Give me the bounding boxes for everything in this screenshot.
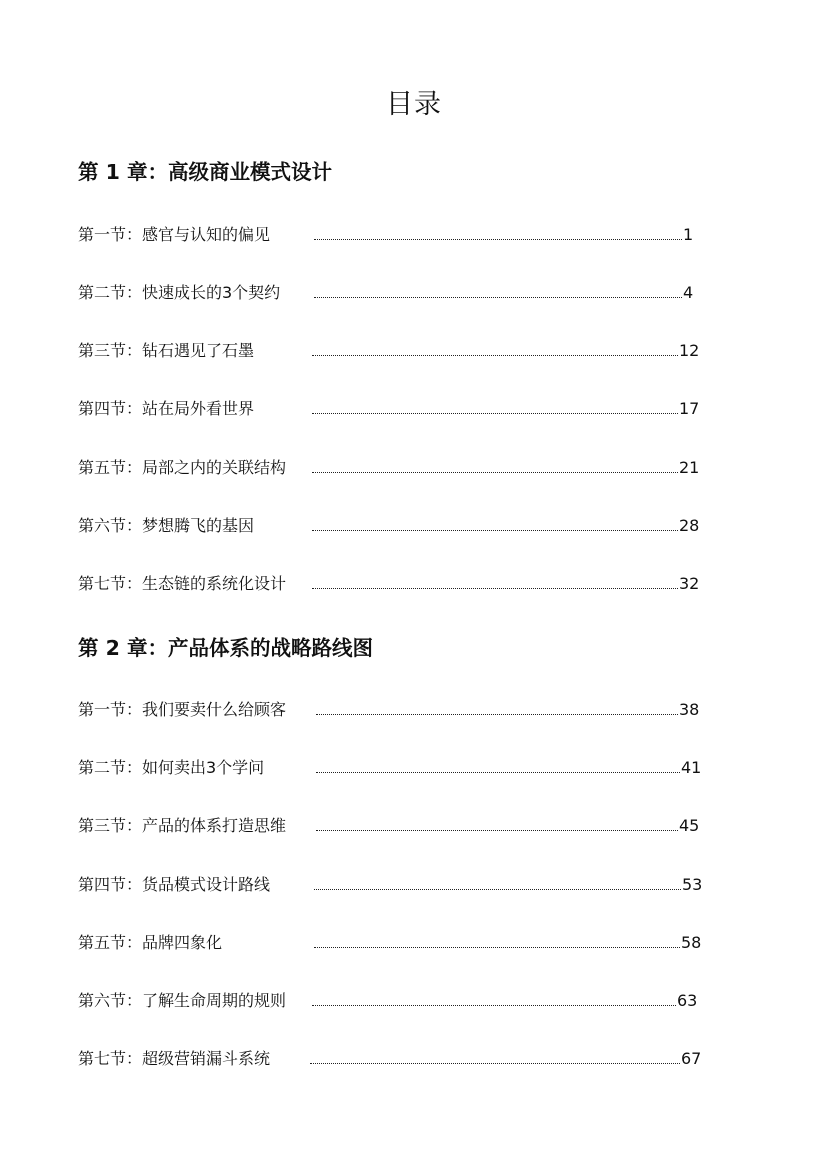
chapter-2-heading: 第 2 章：产品体系的战略路线图 xyxy=(78,636,374,660)
entry-label: 第一节：感官与认知的偏见 xyxy=(78,225,271,244)
toc-entry-ch2-s6[interactable] xyxy=(78,989,702,1013)
entry-label: 第五节：品牌四象化 xyxy=(78,933,223,952)
dot-leader xyxy=(316,830,678,831)
dot-leader xyxy=(312,472,678,473)
entry-page-number: 21 xyxy=(679,458,700,477)
dot-leader xyxy=(316,714,678,715)
dot-leader xyxy=(310,1063,680,1064)
toc-entry-ch2-s2[interactable] xyxy=(78,756,702,780)
dot-leader xyxy=(312,413,678,414)
dot-leader xyxy=(316,772,680,773)
dot-leader xyxy=(312,530,678,531)
toc-entry-ch2-s7[interactable] xyxy=(78,1047,702,1071)
entry-page-number: 63 xyxy=(677,991,698,1010)
entry-page-number: 38 xyxy=(679,700,700,719)
toc-title: 目录 xyxy=(386,89,442,120)
toc-entry-ch2-s4[interactable] xyxy=(78,873,702,897)
toc-entry-ch2-s5[interactable] xyxy=(78,931,702,955)
entry-label: 第一节：我们要卖什么给顾客 xyxy=(78,700,287,719)
entry-page-number: 17 xyxy=(679,399,700,418)
toc-entry-ch2-s3[interactable] xyxy=(78,814,702,838)
toc-entry-ch2-s1[interactable] xyxy=(78,698,702,722)
entry-label: 第三节：钻石遇见了石墨 xyxy=(78,341,255,360)
toc-entry-ch1-s6[interactable] xyxy=(78,514,702,538)
entry-page-number: 67 xyxy=(681,1049,702,1068)
dot-leader xyxy=(314,239,682,240)
entry-page-number: 28 xyxy=(679,516,700,535)
entry-label: 第七节：超级营销漏斗系统 xyxy=(78,1049,271,1068)
entry-page-number: 1 xyxy=(683,225,694,244)
entry-label: 第六节：了解生命周期的规则 xyxy=(78,991,287,1010)
dot-leader xyxy=(314,297,682,298)
toc-entry-ch1-s1[interactable] xyxy=(78,223,702,247)
entry-page-number: 45 xyxy=(679,816,700,835)
entry-label: 第二节：如何卖出3个学问 xyxy=(78,758,265,777)
dot-leader xyxy=(312,1005,676,1006)
toc-entry-ch1-s5[interactable] xyxy=(78,456,702,480)
dot-leader xyxy=(312,588,678,589)
toc-entry-ch1-s3[interactable] xyxy=(78,339,702,363)
toc-entry-ch1-s7[interactable] xyxy=(78,572,702,596)
entry-page-number: 58 xyxy=(681,933,702,952)
toc-entry-ch1-s4[interactable] xyxy=(78,397,702,421)
entry-label: 第四节：站在局外看世界 xyxy=(78,399,255,418)
entry-page-number: 41 xyxy=(681,758,702,777)
chapter-1-heading: 第 1 章：高级商业模式设计 xyxy=(78,160,333,184)
entry-label: 第五节：局部之内的关联结构 xyxy=(78,458,287,477)
entry-page-number: 53 xyxy=(682,875,703,894)
entry-page-number: 4 xyxy=(683,283,694,302)
dot-leader xyxy=(314,947,680,948)
entry-label: 第七节：生态链的系统化设计 xyxy=(78,574,287,593)
entry-label: 第二节：快速成长的3个契约 xyxy=(78,283,281,302)
toc-entry-ch1-s2[interactable] xyxy=(78,281,702,305)
entry-label: 第六节：梦想腾飞的基因 xyxy=(78,516,255,535)
dot-leader xyxy=(312,355,678,356)
entry-page-number: 32 xyxy=(679,574,700,593)
entry-label: 第三节：产品的体系打造思维 xyxy=(78,816,287,835)
entry-label: 第四节：货品模式设计路线 xyxy=(78,875,271,894)
entry-page-number: 12 xyxy=(679,341,700,360)
dot-leader xyxy=(314,889,681,890)
